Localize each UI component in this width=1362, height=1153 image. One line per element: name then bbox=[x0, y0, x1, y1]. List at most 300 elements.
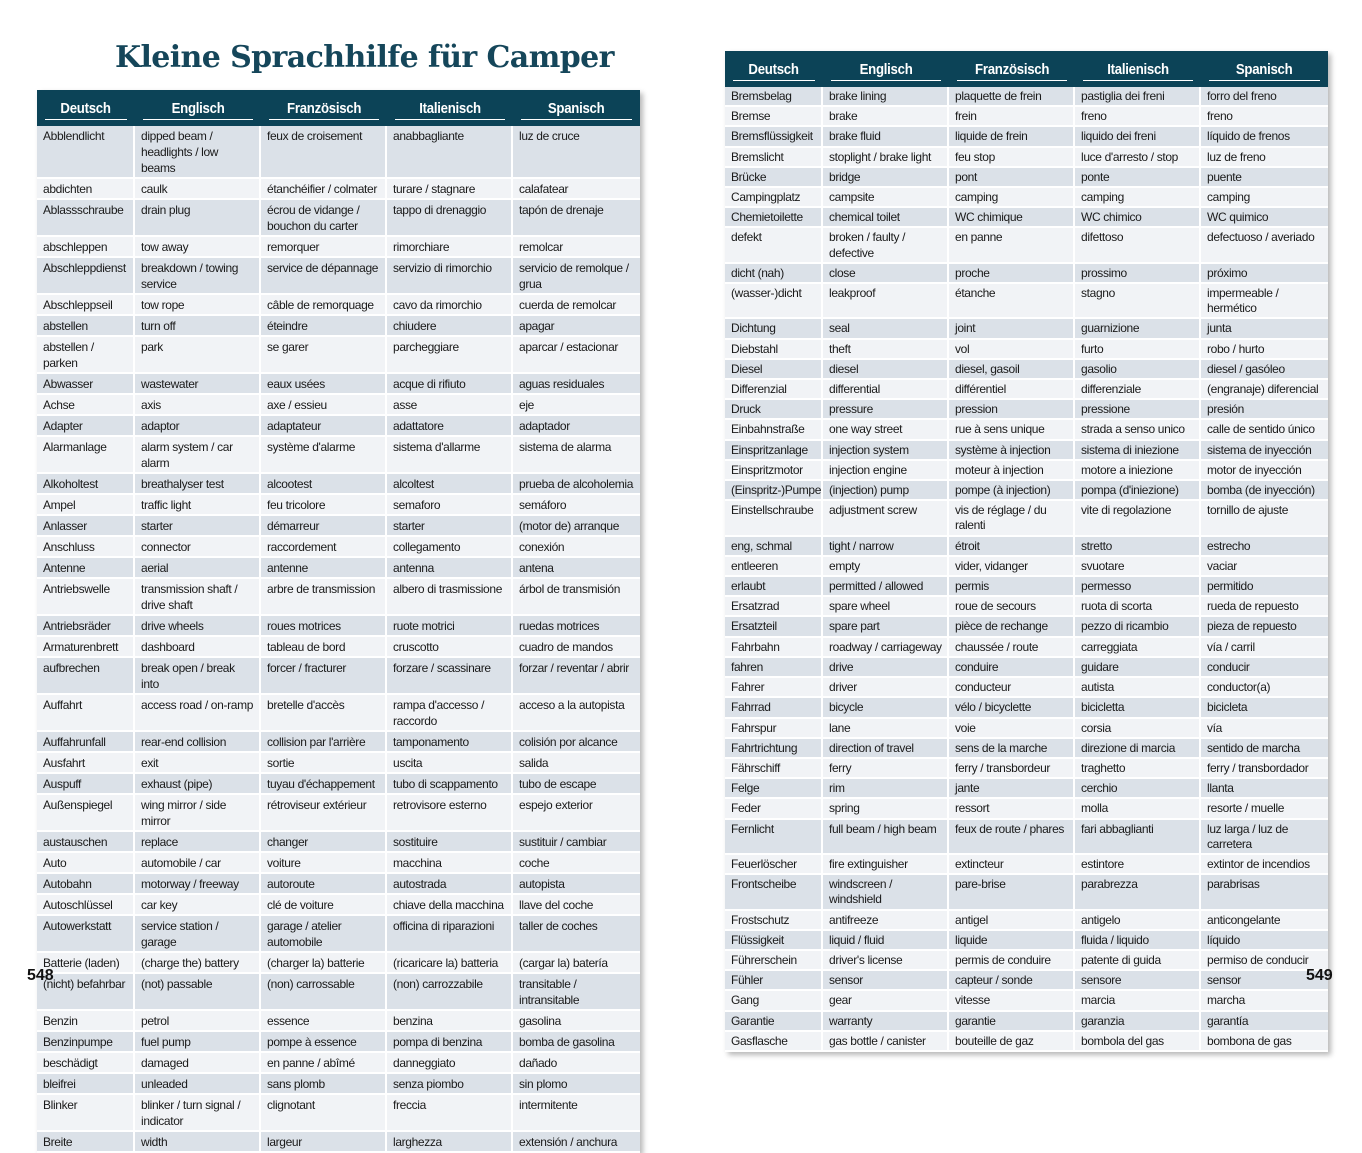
cell-italienisch: bombola del gas bbox=[1075, 1032, 1201, 1052]
cell-italienisch: molla bbox=[1075, 799, 1201, 819]
cell-deutsch: Ampel bbox=[37, 495, 135, 516]
cell-italienisch: corsia bbox=[1075, 719, 1201, 739]
cell-deutsch: Fahrer bbox=[725, 678, 823, 698]
table-row bbox=[725, 148, 1328, 168]
cell-deutsch: Autoschlüssel bbox=[37, 895, 135, 916]
cell-italienisch: forzare / scassinare bbox=[387, 658, 513, 695]
cell-englisch: (injection) pump bbox=[823, 481, 949, 501]
cell-englisch: spare wheel bbox=[823, 597, 949, 617]
cell-franzoesisch: vitesse bbox=[949, 991, 1075, 1011]
cell-franzoesisch: système à injection bbox=[949, 441, 1075, 461]
table-row bbox=[37, 495, 640, 516]
cell-italienisch: guarnizione bbox=[1075, 319, 1201, 339]
cell-spanisch: sin plomo bbox=[513, 1074, 640, 1095]
cell-spanisch: bomba (de inyección) bbox=[1201, 481, 1328, 501]
cell-deutsch: Fahrrad bbox=[725, 698, 823, 718]
cell-deutsch: Ablassschraube bbox=[37, 200, 135, 237]
table-row bbox=[725, 931, 1328, 951]
cell-englisch: dipped beam / headlights / low beams bbox=[135, 126, 261, 179]
cell-franzoesisch: démarreur bbox=[261, 516, 387, 537]
cell-englisch: brake fluid bbox=[823, 127, 949, 147]
cell-deutsch: Achse bbox=[37, 395, 135, 416]
cell-franzoesisch: en panne / abîmé bbox=[261, 1053, 387, 1074]
cell-franzoesisch: sens de la marche bbox=[949, 739, 1075, 759]
cell-italienisch: tamponamento bbox=[387, 732, 513, 753]
cell-spanisch: permitido bbox=[1201, 577, 1328, 597]
table-row bbox=[37, 753, 640, 774]
table-row bbox=[725, 1012, 1328, 1032]
cell-englisch: leakproof bbox=[823, 284, 949, 319]
cell-englisch: antifreeze bbox=[823, 911, 949, 931]
cell-spanisch: sensor bbox=[1201, 971, 1328, 991]
cell-spanisch: espejo exterior bbox=[513, 795, 640, 832]
cell-spanisch: anticongelante bbox=[1201, 911, 1328, 931]
cell-franzoesisch: changer bbox=[261, 832, 387, 853]
cell-englisch: bridge bbox=[823, 168, 949, 188]
cell-deutsch: fahren bbox=[725, 658, 823, 678]
cell-franzoesisch: feux de route / phares bbox=[949, 820, 1075, 855]
cell-franzoesisch: clignotant bbox=[261, 1095, 387, 1132]
cell-franzoesisch: ferry / transbordeur bbox=[949, 759, 1075, 779]
cell-deutsch: Abschleppdienst bbox=[37, 258, 135, 295]
cell-italienisch: asse bbox=[387, 395, 513, 416]
cell-spanisch: motor de inyección bbox=[1201, 461, 1328, 481]
cell-spanisch: resorte / muelle bbox=[1201, 799, 1328, 819]
table-row bbox=[37, 974, 640, 1011]
cell-italienisch: chiudere bbox=[387, 316, 513, 337]
cell-spanisch: tornillo de ajuste bbox=[1201, 501, 1328, 536]
cell-spanisch: rueda de repuesto bbox=[1201, 597, 1328, 617]
cell-italienisch: macchina bbox=[387, 853, 513, 874]
cell-deutsch: Bremsbelag bbox=[725, 87, 823, 107]
cell-deutsch: erlaubt bbox=[725, 577, 823, 597]
cell-italienisch: albero di trasmissione bbox=[387, 579, 513, 616]
cell-deutsch: (nicht) befahrbar bbox=[37, 974, 135, 1011]
cell-italienisch: antigelo bbox=[1075, 911, 1201, 931]
cell-franzoesisch: pont bbox=[949, 168, 1075, 188]
cell-spanisch: calafatear bbox=[513, 179, 640, 200]
cell-italienisch: difettoso bbox=[1075, 228, 1201, 263]
cell-spanisch: ruedas motrices bbox=[513, 616, 640, 637]
cell-englisch: direction of travel bbox=[823, 739, 949, 759]
cell-italienisch: stretto bbox=[1075, 537, 1201, 557]
cell-deutsch: Abschleppseil bbox=[37, 295, 135, 316]
cell-spanisch: bombona de gas bbox=[1201, 1032, 1328, 1052]
cell-italienisch: chiave della macchina bbox=[387, 895, 513, 916]
cell-spanisch: garantía bbox=[1201, 1012, 1328, 1032]
cell-deutsch: beschädigt bbox=[37, 1053, 135, 1074]
header-italienisch: Italienisch bbox=[387, 90, 513, 126]
cell-spanisch: aguas residuales bbox=[513, 374, 640, 395]
table-row bbox=[37, 1074, 640, 1095]
cell-englisch: breakdown / towing service bbox=[135, 258, 261, 295]
table-row bbox=[725, 188, 1328, 208]
cell-franzoesisch: permis bbox=[949, 577, 1075, 597]
header-deutsch: Deutsch bbox=[37, 90, 135, 126]
table-row bbox=[725, 501, 1328, 536]
cell-franzoesisch: rue à sens unique bbox=[949, 420, 1075, 440]
table-row bbox=[37, 832, 640, 853]
cell-englisch: pressure bbox=[823, 400, 949, 420]
cell-spanisch: robo / hurto bbox=[1201, 340, 1328, 360]
cell-spanisch: taller de coches bbox=[513, 916, 640, 953]
cell-spanisch: transitable / intransitable bbox=[513, 974, 640, 1011]
table-row bbox=[725, 617, 1328, 637]
cell-spanisch: salida bbox=[513, 753, 640, 774]
table-row bbox=[725, 1032, 1328, 1052]
cell-spanisch: presión bbox=[1201, 400, 1328, 420]
cell-italienisch: starter bbox=[387, 516, 513, 537]
cell-spanisch: autopista bbox=[513, 874, 640, 895]
cell-franzoesisch: conducteur bbox=[949, 678, 1075, 698]
cell-deutsch: Batterie (laden) bbox=[37, 953, 135, 974]
cell-deutsch: Gang bbox=[725, 991, 823, 1011]
table-row bbox=[37, 953, 640, 974]
cell-spanisch: luz de cruce bbox=[513, 126, 640, 179]
table-row bbox=[725, 228, 1328, 263]
cell-italienisch: motore a iniezione bbox=[1075, 461, 1201, 481]
cell-englisch: (not) passable bbox=[135, 974, 261, 1011]
cell-spanisch: eje bbox=[513, 395, 640, 416]
cell-deutsch: Autowerkstatt bbox=[37, 916, 135, 953]
cell-italienisch: cruscotto bbox=[387, 637, 513, 658]
cell-deutsch: Auffahrt bbox=[37, 695, 135, 732]
cell-italienisch: permesso bbox=[1075, 577, 1201, 597]
cell-franzoesisch: vider, vidanger bbox=[949, 557, 1075, 577]
cell-englisch: injection engine bbox=[823, 461, 949, 481]
cell-deutsch: Dichtung bbox=[725, 319, 823, 339]
cell-englisch: windscreen / windshield bbox=[823, 875, 949, 910]
cell-deutsch: Frostschutz bbox=[725, 911, 823, 931]
cell-deutsch: Fahrspur bbox=[725, 719, 823, 739]
table-row bbox=[37, 516, 640, 537]
cell-franzoesisch: étroit bbox=[949, 537, 1075, 557]
cell-englisch: warranty bbox=[823, 1012, 949, 1032]
cell-franzoesisch: sans plomb bbox=[261, 1074, 387, 1095]
cell-englisch: blinker / turn signal / indicator bbox=[135, 1095, 261, 1132]
table-row bbox=[725, 779, 1328, 799]
cell-deutsch: Fährschiff bbox=[725, 759, 823, 779]
table-row bbox=[37, 200, 640, 237]
cell-englisch: unleaded bbox=[135, 1074, 261, 1095]
table-row bbox=[37, 258, 640, 295]
cell-deutsch: Außenspiegel bbox=[37, 795, 135, 832]
cell-deutsch: Einbahnstraße bbox=[725, 420, 823, 440]
cell-franzoesisch: se garer bbox=[261, 337, 387, 374]
cell-italienisch: fari abbaglianti bbox=[1075, 820, 1201, 855]
cell-italienisch: autostrada bbox=[387, 874, 513, 895]
cell-englisch: lane bbox=[823, 719, 949, 739]
cell-englisch: petrol bbox=[135, 1011, 261, 1032]
cell-spanisch: vía bbox=[1201, 719, 1328, 739]
cell-franzoesisch: vol bbox=[949, 340, 1075, 360]
table-row bbox=[37, 237, 640, 258]
cell-italienisch: antenna bbox=[387, 558, 513, 579]
cell-deutsch: Chemietoilette bbox=[725, 208, 823, 228]
cell-italienisch: senza piombo bbox=[387, 1074, 513, 1095]
cell-englisch: stoplight / brake light bbox=[823, 148, 949, 168]
cell-spanisch: extensión / anchura bbox=[513, 1132, 640, 1153]
cell-italienisch: differenziale bbox=[1075, 380, 1201, 400]
cell-spanisch: diesel / gasóleo bbox=[1201, 360, 1328, 380]
cell-englisch: axis bbox=[135, 395, 261, 416]
cell-franzoesisch: système d'alarme bbox=[261, 437, 387, 474]
header-italienisch: Italienisch bbox=[1075, 51, 1201, 87]
cell-englisch: traffic light bbox=[135, 495, 261, 516]
cell-englisch: alarm system / car alarm bbox=[135, 437, 261, 474]
cell-deutsch: Fahrbahn bbox=[725, 638, 823, 658]
cell-spanisch: forro del freno bbox=[1201, 87, 1328, 107]
cell-franzoesisch: rétroviseur extérieur bbox=[261, 795, 387, 832]
cell-spanisch: marcha bbox=[1201, 991, 1328, 1011]
table-row bbox=[725, 537, 1328, 557]
cell-englisch: campsite bbox=[823, 188, 949, 208]
cell-franzoesisch: liquide bbox=[949, 931, 1075, 951]
cell-spanisch: sistema de alarma bbox=[513, 437, 640, 474]
cell-franzoesisch: pare-brise bbox=[949, 875, 1075, 910]
cell-italienisch: tubo di scappamento bbox=[387, 774, 513, 795]
cell-italienisch: sostituire bbox=[387, 832, 513, 853]
header-franzoesisch: Französisch bbox=[261, 90, 387, 126]
cell-franzoesisch: tuyau d'échappement bbox=[261, 774, 387, 795]
cell-italienisch: sistema d'allarme bbox=[387, 437, 513, 474]
table-row bbox=[37, 474, 640, 495]
cell-franzoesisch: pompe à essence bbox=[261, 1032, 387, 1053]
cell-franzoesisch: éteindre bbox=[261, 316, 387, 337]
cell-franzoesisch: vis de réglage / du ralenti bbox=[949, 501, 1075, 536]
cell-deutsch: Ersatzrad bbox=[725, 597, 823, 617]
cell-deutsch: Diebstahl bbox=[725, 340, 823, 360]
cell-franzoesisch: sortie bbox=[261, 753, 387, 774]
vocab-rows-right bbox=[725, 87, 1328, 1052]
cell-spanisch: gasolina bbox=[513, 1011, 640, 1032]
table-row bbox=[725, 557, 1328, 577]
cell-italienisch: strada a senso unico bbox=[1075, 420, 1201, 440]
cell-italienisch: parabrezza bbox=[1075, 875, 1201, 910]
cell-franzoesisch: forcer / fracturer bbox=[261, 658, 387, 695]
cell-spanisch: líquido de frenos bbox=[1201, 127, 1328, 147]
cell-deutsch: (wasser-)dicht bbox=[725, 284, 823, 319]
cell-englisch: motorway / freeway bbox=[135, 874, 261, 895]
table-row bbox=[725, 951, 1328, 971]
cell-spanisch: árbol de transmisión bbox=[513, 579, 640, 616]
cell-deutsch: Feuerlöscher bbox=[725, 855, 823, 875]
cell-deutsch: Einspritzmotor bbox=[725, 461, 823, 481]
cell-spanisch: vía / carril bbox=[1201, 638, 1328, 658]
cell-franzoesisch: camping bbox=[949, 188, 1075, 208]
table-row bbox=[37, 295, 640, 316]
cell-italienisch: danneggiato bbox=[387, 1053, 513, 1074]
cell-englisch: car key bbox=[135, 895, 261, 916]
cell-spanisch: camping bbox=[1201, 188, 1328, 208]
header-spanisch: Spanisch bbox=[1201, 51, 1328, 87]
cell-englisch: permitted / allowed bbox=[823, 577, 949, 597]
cell-italienisch: WC chimico bbox=[1075, 208, 1201, 228]
cell-italienisch: sensore bbox=[1075, 971, 1201, 991]
cell-englisch: starter bbox=[135, 516, 261, 537]
cell-deutsch: Adapter bbox=[37, 416, 135, 437]
table-row bbox=[37, 1132, 640, 1153]
cell-deutsch: eng, schmal bbox=[725, 537, 823, 557]
cell-franzoesisch: collision par l'arrière bbox=[261, 732, 387, 753]
table-row bbox=[37, 1053, 640, 1074]
cell-englisch: seal bbox=[823, 319, 949, 339]
table-row bbox=[37, 558, 640, 579]
table-row bbox=[725, 577, 1328, 597]
cell-spanisch: sistema de inyección bbox=[1201, 441, 1328, 461]
cell-englisch: aerial bbox=[135, 558, 261, 579]
cell-franzoesisch: écrou de vidange / bouchon du carter bbox=[261, 200, 387, 237]
cell-italienisch: ponte bbox=[1075, 168, 1201, 188]
cell-franzoesisch: capteur / sonde bbox=[949, 971, 1075, 991]
cell-englisch: bicycle bbox=[823, 698, 949, 718]
table-row bbox=[725, 264, 1328, 284]
cell-italienisch: fluida / liquido bbox=[1075, 931, 1201, 951]
cell-englisch: service station / garage bbox=[135, 916, 261, 953]
cell-spanisch: sustituir / cambiar bbox=[513, 832, 640, 853]
cell-deutsch: Ausfahrt bbox=[37, 753, 135, 774]
cell-spanisch: llave del coche bbox=[513, 895, 640, 916]
cell-franzoesisch: adaptateur bbox=[261, 416, 387, 437]
cell-englisch: tow rope bbox=[135, 295, 261, 316]
cell-italienisch: pompa di benzina bbox=[387, 1032, 513, 1053]
table-row bbox=[725, 698, 1328, 718]
table-row bbox=[725, 481, 1328, 501]
cell-deutsch: Fernlicht bbox=[725, 820, 823, 855]
cell-deutsch: aufbrechen bbox=[37, 658, 135, 695]
cell-deutsch: (Einspritz-)Pumpe bbox=[725, 481, 823, 501]
cell-italienisch: guidare bbox=[1075, 658, 1201, 678]
cell-englisch: width bbox=[135, 1132, 261, 1153]
cell-spanisch: ferry / transbordador bbox=[1201, 759, 1328, 779]
cell-franzoesisch: voiture bbox=[261, 853, 387, 874]
table-row bbox=[725, 400, 1328, 420]
table-row bbox=[37, 395, 640, 416]
table-row bbox=[37, 795, 640, 832]
cell-franzoesisch: liquide de frein bbox=[949, 127, 1075, 147]
table-row bbox=[725, 799, 1328, 819]
cell-englisch: brake lining bbox=[823, 87, 949, 107]
cell-englisch: break open / break into bbox=[135, 658, 261, 695]
cell-deutsch: Anschluss bbox=[37, 537, 135, 558]
cell-englisch: one way street bbox=[823, 420, 949, 440]
cell-deutsch: Alkoholtest bbox=[37, 474, 135, 495]
cell-spanisch: prueba de alcoholemia bbox=[513, 474, 640, 495]
table-row bbox=[37, 637, 640, 658]
cell-italienisch: servizio di rimorchio bbox=[387, 258, 513, 295]
cell-deutsch: Breite bbox=[37, 1132, 135, 1153]
cell-italienisch: vite di regolazione bbox=[1075, 501, 1201, 536]
cell-englisch: adaptor bbox=[135, 416, 261, 437]
table-row bbox=[37, 126, 640, 179]
header-englisch: Englisch bbox=[135, 90, 261, 126]
table-row bbox=[725, 971, 1328, 991]
cell-italienisch: pompa (d'iniezione) bbox=[1075, 481, 1201, 501]
cell-deutsch: abdichten bbox=[37, 179, 135, 200]
cell-franzoesisch: axe / essieu bbox=[261, 395, 387, 416]
table-row bbox=[725, 284, 1328, 319]
cell-deutsch: Fahrtrichtung bbox=[725, 739, 823, 759]
cell-italienisch: ruote motrici bbox=[387, 616, 513, 637]
cell-deutsch: dicht (nah) bbox=[725, 264, 823, 284]
page-title: Kleine Sprachhilfe für Camper bbox=[115, 40, 614, 75]
table-row bbox=[37, 316, 640, 337]
cell-spanisch: estrecho bbox=[1201, 537, 1328, 557]
cell-spanisch: sentido de marcha bbox=[1201, 739, 1328, 759]
cell-deutsch: Felge bbox=[725, 779, 823, 799]
cell-englisch: dashboard bbox=[135, 637, 261, 658]
table-row bbox=[37, 916, 640, 953]
cell-franzoesisch: pièce de rechange bbox=[949, 617, 1075, 637]
cell-franzoesisch: chaussée / route bbox=[949, 638, 1075, 658]
table-row bbox=[725, 739, 1328, 759]
cell-deutsch: Auffahrunfall bbox=[37, 732, 135, 753]
cell-franzoesisch: (non) carrossable bbox=[261, 974, 387, 1011]
cell-englisch: liquid / fluid bbox=[823, 931, 949, 951]
cell-spanisch: conductor(a) bbox=[1201, 678, 1328, 698]
table-row bbox=[725, 991, 1328, 1011]
cell-franzoesisch: plaquette de frein bbox=[949, 87, 1075, 107]
cell-franzoesisch: étanchéifier / colmater bbox=[261, 179, 387, 200]
cell-franzoesisch: bretelle d'accès bbox=[261, 695, 387, 732]
cell-spanisch: conexión bbox=[513, 537, 640, 558]
cell-deutsch: Alarmanlage bbox=[37, 437, 135, 474]
cell-spanisch: coche bbox=[513, 853, 640, 874]
cell-spanisch: bomba de gasolina bbox=[513, 1032, 640, 1053]
cell-spanisch: colisión por alcance bbox=[513, 732, 640, 753]
cell-deutsch: Flüssigkeit bbox=[725, 931, 823, 951]
table-row bbox=[37, 658, 640, 695]
cell-franzoesisch: garage / atelier automobile bbox=[261, 916, 387, 953]
cell-spanisch: remolcar bbox=[513, 237, 640, 258]
cell-englisch: injection system bbox=[823, 441, 949, 461]
cell-italienisch: cavo da rimorchio bbox=[387, 295, 513, 316]
cell-deutsch: Auspuff bbox=[37, 774, 135, 795]
cell-spanisch: impermeable / hermético bbox=[1201, 284, 1328, 319]
cell-deutsch: defekt bbox=[725, 228, 823, 263]
cell-franzoesisch: garantie bbox=[949, 1012, 1075, 1032]
cell-deutsch: austauschen bbox=[37, 832, 135, 853]
vocab-rows-left bbox=[37, 126, 640, 1153]
cell-italienisch: stagno bbox=[1075, 284, 1201, 319]
cell-deutsch: Fühler bbox=[725, 971, 823, 991]
cell-englisch: tow away bbox=[135, 237, 261, 258]
cell-italienisch: rampa d'accesso / raccordo bbox=[387, 695, 513, 732]
cell-franzoesisch: bouteille de gaz bbox=[949, 1032, 1075, 1052]
cell-englisch: replace bbox=[135, 832, 261, 853]
cell-spanisch: junta bbox=[1201, 319, 1328, 339]
cell-deutsch: Armaturenbrett bbox=[37, 637, 135, 658]
cell-italienisch: turare / stagnare bbox=[387, 179, 513, 200]
cell-franzoesisch: étanche bbox=[949, 284, 1075, 319]
cell-deutsch: Autobahn bbox=[37, 874, 135, 895]
table-row bbox=[725, 208, 1328, 228]
cell-deutsch: Brücke bbox=[725, 168, 823, 188]
cell-englisch: theft bbox=[823, 340, 949, 360]
cell-franzoesisch: différentiel bbox=[949, 380, 1075, 400]
cell-franzoesisch: moteur à injection bbox=[949, 461, 1075, 481]
cell-spanisch: bicicleta bbox=[1201, 698, 1328, 718]
cell-spanisch: cuadro de mandos bbox=[513, 637, 640, 658]
cell-italienisch: direzione di marcia bbox=[1075, 739, 1201, 759]
table-row bbox=[725, 127, 1328, 147]
cell-englisch: rear-end collision bbox=[135, 732, 261, 753]
cell-deutsch: Garantie bbox=[725, 1012, 823, 1032]
cell-deutsch: Antenne bbox=[37, 558, 135, 579]
cell-italienisch: garanzia bbox=[1075, 1012, 1201, 1032]
cell-italienisch: ruota di scorta bbox=[1075, 597, 1201, 617]
cell-franzoesisch: essence bbox=[261, 1011, 387, 1032]
